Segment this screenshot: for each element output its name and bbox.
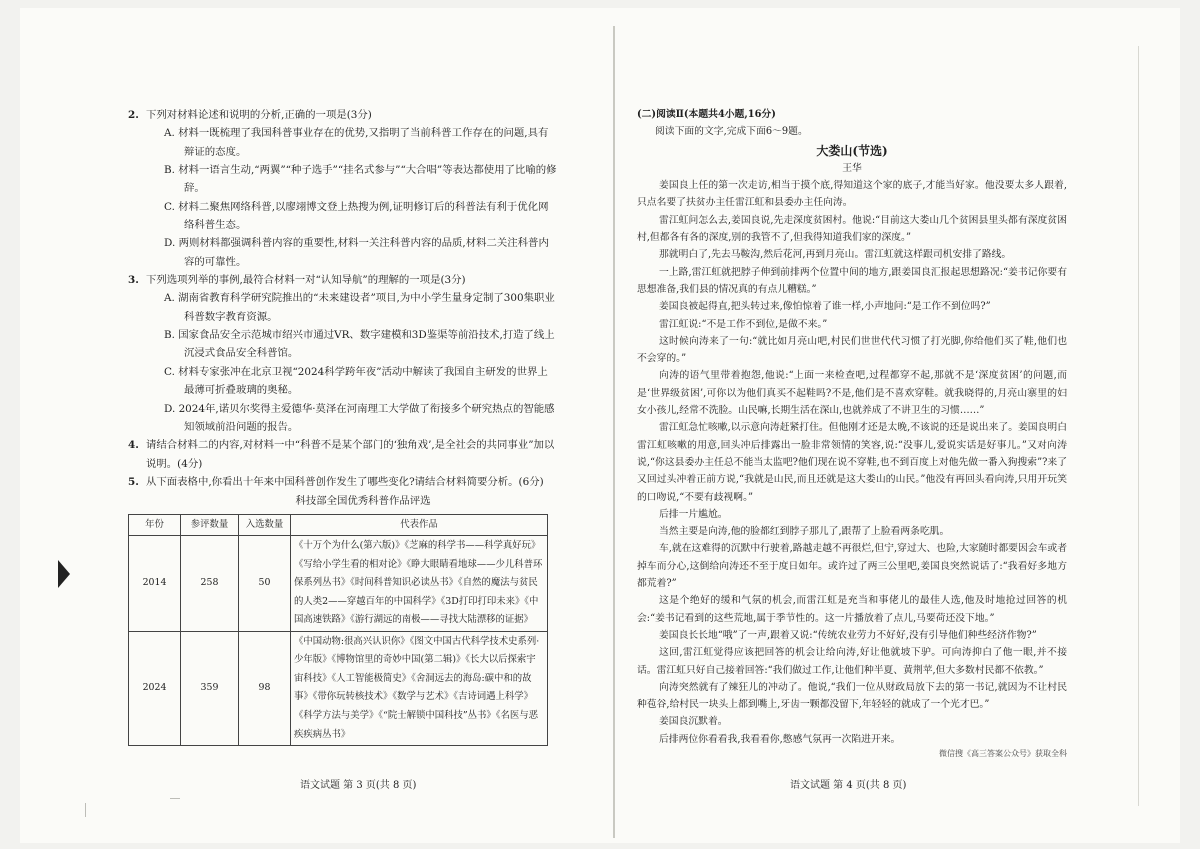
cell-year: 2014: [129, 536, 181, 632]
page-turn-arrow-icon: [58, 560, 70, 588]
passage-paragraph: 这时候向涛来了一句:“就比如月亮山吧,村民们世世代代习惯了打光脚,你给他们买了鞋,他们也不会穿的。”: [637, 335, 1067, 365]
passage-paragraph: 后排两位你看看我,我看看你,憋感气氛再一次陷进开来。: [659, 733, 901, 745]
passage-paragraph: 向涛的语气里带着抱怨,他说:“上面一来检查吧,过程都穿不起,那就不是‘深度贫困’的问题,而是‘世界级贫困’,可你以为他们真买不起鞋吗?不是,他们是不喜欢穿鞋。就我晓得的,月亮山寨里的妇女小孩儿,经常不洗脸。山民嘛,长期生活在深山,也就养成了不讲卫生的习惯……”: [637, 370, 1067, 417]
watermark-text: 微信搜《高三答案公众号》获取全科: [939, 748, 1067, 758]
question-stem: 下列选项列举的事例,最符合材料一对“认知导航”的理解的一项是(3分): [146, 274, 466, 287]
question-number: 4.: [128, 439, 139, 452]
scan-speck: [170, 798, 180, 799]
option-a: A. 湖南省教育科学研究院推出的“未来建设者”项目,为中小学生量身定制了300集职业科普数字教育资源。: [164, 292, 555, 323]
question-4: [128, 436, 558, 473]
passage-paragraph: 向涛突然就有了辣狂儿的冲动了。他说,“我们一位从财政局放下去的第一书记,就因为不让村民种苞谷,给村民一块头上都到嘴上,牙齿一颗都没留下,年轻轻的就成了一个光才巴。”: [637, 681, 1067, 711]
question-text: 请结合材料二的内容,对材料一中“科普不是某个部门的‘独角戏’,是全社会的共同事业”加以说明。(4分): [146, 439, 555, 470]
passage-paragraph: 车,就在这难得的沉默中行驶着,路越走越不再很烂,但宁,穿过大、也险,大家随时都要因会车或者掉车而分心,这倒给向涛还不至于度日如年。或许过了两三公里吧,姜国良突然说话了:“我看好多地方都荒着?”: [637, 543, 1067, 590]
question-2: [128, 106, 558, 271]
option-b: B. 国家食品安全示范城市绍兴市通过VR、数字建模和3D鉴渠等前沿技术,打造了线上沉浸式食品安全科普馆。: [164, 329, 555, 360]
passage-body: [637, 177, 1067, 748]
passage-paragraph: 后排一片尴尬。: [659, 508, 728, 520]
passage-paragraph: 这回,雷江虹觉得应该把回答的机会让给向涛,好让他就坡下驴。可向涛抑白了他一眼,并不接话。雷江虹只好自己接着回答:“我们做过工作,让他们种半夏、黄荆苹,但大多数村民都不依教。”: [637, 647, 1067, 676]
passage-paragraph: 一上路,雷江虹就把脖子伸到前排两个位置中间的地方,跟姜国良汇报起思想路况:“姜书记你要有思想准备,我们县的情况真的有点儿糟糕。”: [637, 266, 1067, 295]
passage-paragraph: 雷江虹说:“不是工作不到位,是做不来。”: [659, 318, 828, 330]
question-3: [128, 271, 558, 436]
passage-paragraph: 姜国良沉默着。: [659, 716, 728, 728]
cell-works: 《中国动物:很高兴认识你》《图文中国古代科学技术史系列·少年版》《博物馆里的奇妙中国(第二辑)》《长大以后探索宇宙科技》《人工智能极简史》《舍洞远去的海岛:碳中和的故事》《带你玩转核技术》《数学与艺术》《吉诗词遇上科学》《科学方法与美学》《“院士解锁中国科技”丛书》《名医与恶疾疾病丛书》: [291, 631, 548, 745]
question-number: 2.: [128, 109, 139, 121]
question-number: 3.: [128, 274, 139, 287]
option-d: D. 2024年,诺贝尔奖得主爱德华·莫泽在河南理工大学做了衔接多个研究热点的智能感知领域前沿问题的报告。: [164, 402, 555, 433]
passage-paragraph: 姜国良长长地“哦”了一声,跟着又说:“传统农业劳力不好好,没有引导他们种些经济作物?”: [659, 629, 1037, 641]
header-selected: 入选数量: [239, 514, 291, 536]
passage-paragraph: 姜国良被起得直,把头转过来,像怕惊着了谁一样,小声地问:“是工作不到位吗?”: [659, 301, 991, 313]
question-text: 从下面表格中,你看出十年来中国科普创作发生了哪些变化?请结合材料简要分析。(6分): [146, 475, 544, 488]
cell-selected: 50: [239, 536, 291, 632]
option-c: C. 材料专家张冲在北京卫视“2024科学跨年夜”活动中解读了我国自主研发的世界上最薄可折叠玻璃的奥秘。: [164, 365, 548, 397]
question-stem: 下列对材料论述和说明的分析,正确的一项是(3分): [146, 109, 372, 121]
page-footer-left: 语文试题 第 3 页(共 8 页): [300, 780, 417, 791]
passage-paragraph: 这是个绝好的缓和气氛的机会,而雷江虹是充当和事佬儿的最佳人选,他及时地抢过回答的机会:“姜书记看到的这些荒地,属于季节性的。这一片播放着了点儿,马要荷还没下地。”: [637, 595, 1067, 624]
passage-paragraph: 那就明白了,先去马鞍沟,然后花河,再到月亮山。雷江虹就这样跟司机安排了路线。: [659, 249, 1012, 261]
reading-instruction: 阅读下面的文字,完成下面6～9题。: [655, 126, 808, 138]
header-works: 代表作品: [291, 514, 548, 536]
passage-paragraph: 当然主要是向涛,他的脸都红到脖子那儿了,跟帮了上脸看两条吃肌。: [659, 526, 950, 538]
option-a: A. 材料一既梳理了我国科普事业存在的优势,又指明了当前科普工作存在的问题,具有辩证的态度。: [164, 127, 549, 158]
scan-speck: [1138, 46, 1139, 806]
table-row: [129, 631, 548, 745]
option-b: B. 材料一语言生动,“两翼”“种子选手”“挂名式参与”“大合唱”等表达都使用了比喻的修辞。: [164, 164, 557, 195]
right-page: [637, 106, 1067, 759]
option-c: C. 材料二聚焦网络科普,以廖翊博文登上热搜为例,证明修订后的科普法有利于优化网络科普生态。: [164, 200, 549, 232]
header-entries: 参评数量: [181, 514, 239, 536]
works-table: [128, 514, 548, 747]
scan-speck: [85, 803, 86, 817]
page-fold-divider: [613, 26, 615, 838]
page-footer-right: 语文试题 第 4 页(共 8 页): [790, 780, 907, 791]
cell-entries: 258: [181, 536, 239, 632]
cell-selected: 98: [239, 631, 291, 745]
table-caption: 科技部全国优秀科普作品评选: [295, 495, 431, 508]
question-number: 5.: [128, 475, 139, 488]
passage-author: 王华: [842, 162, 862, 174]
table-header-row: [129, 514, 548, 536]
section-heading: (二)阅读Ⅱ(本题共4小题,16分): [637, 109, 776, 120]
header-year: 年份: [129, 514, 181, 536]
question-5: [128, 473, 558, 491]
passage-paragraph: 雷江虹问怎么去,姜国良说,先走深度贫困村。他说:“目前这大娄山几个贫困县里头都有深度贫困村,但都各有各的深度,别的我管不了,但我得知道我们家的深度。”: [637, 214, 1067, 244]
passage-paragraph: 姜国良上任的第一次走访,相当于摸个底,得知道这个家的底子,才能当好家。他没要太多人跟着,只点名要了扶贫办主任雷江虹和县委办主任向涛。: [637, 180, 1067, 209]
cell-entries: 359: [181, 631, 239, 745]
table-row: [129, 536, 548, 632]
option-d: D. 两则材料都强调科普内容的重要性,材料一关注科普内容的品质,材料二关注科普内容的可靠性。: [164, 237, 549, 268]
cell-works: 《十万个为什么(第六版)》《芝麻的科学书——科学真好玩》《写给小学生看的相对论》《睁大眼睛看地球——少儿科普环保系列丛书》《时间科普知识必读丛书》《自然的魔法与贫民的人类2——穿越百年的中国科学》《3D打印打印未来》《中国高速铁路》《游行湖远的南极——寻找大陆漂移的证据》: [291, 536, 548, 632]
cell-year: 2024: [129, 631, 181, 745]
left-page: [128, 106, 558, 746]
passage-title: 大娄山(节选): [816, 143, 888, 158]
passage-paragraph: 雷江虹急忙咳嗽,以示意向涛赶紧打住。但他刚才还是太晚,不该说的还是说出来了。姜国良明白雷江虹咳嗽的用意,回头冲后排露出一脸非常领情的笑容,说:“没事儿,爱说实话是好事儿。”又对向涛说,“你这县委办主任总不能当太监吧?他们现在说不穿鞋,也不到百度上对他先做一番入狗搜索”?来了又回过头冲着正前方说,“我就是山民,而且还就是这大娄山的山民。”他没有再回头看向涛,只用开玩笑的口吻说,“不要有歧视啊。”: [637, 422, 1067, 503]
